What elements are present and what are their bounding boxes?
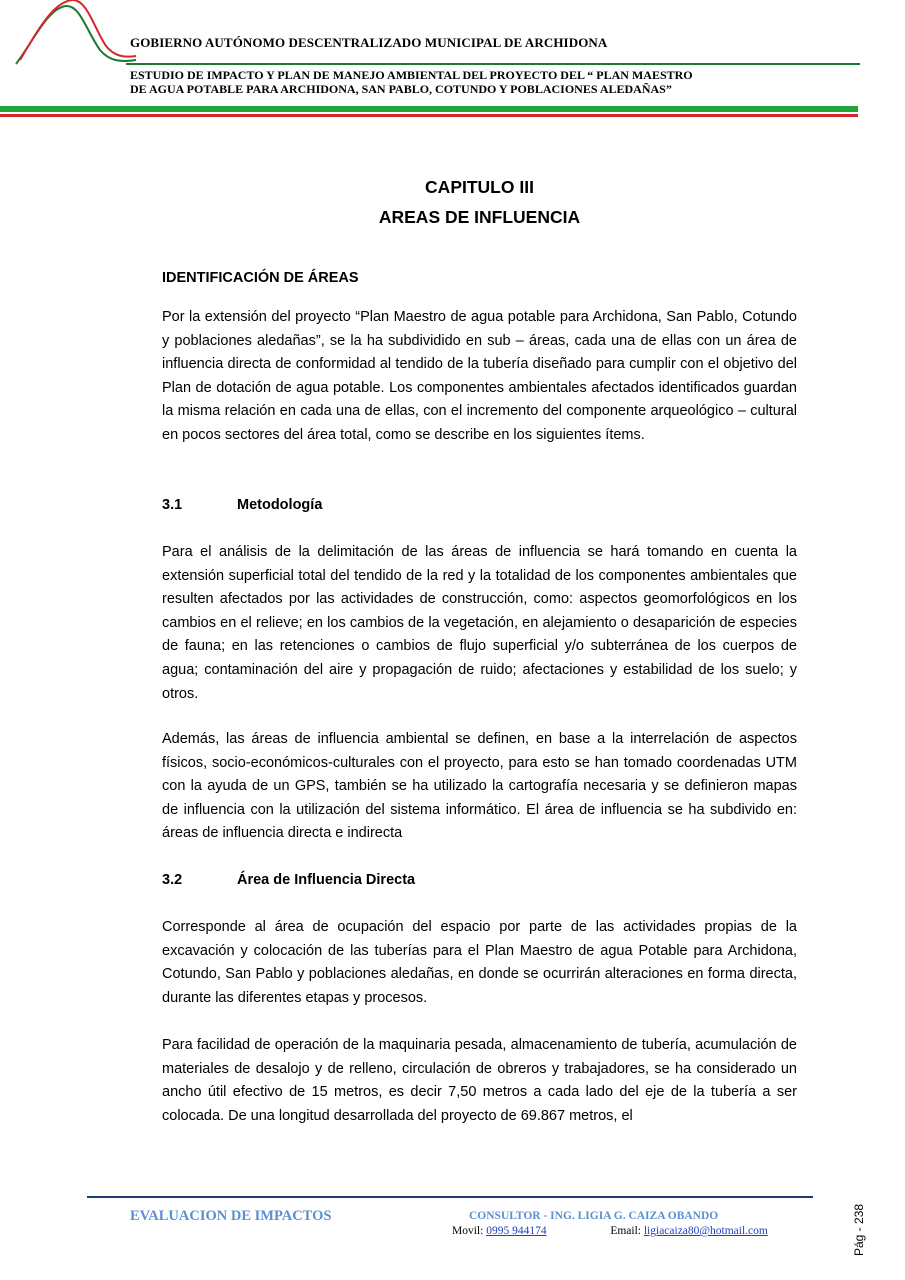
header-project-title [130, 68, 830, 96]
chapter-name: AREAS DE INFLUENCIA [378, 207, 581, 227]
section-3-1-heading [162, 495, 322, 515]
footer-contact [452, 1225, 792, 1237]
header-project-line-1: ESTUDIO DE IMPACTO Y PLAN DE MANEJO AMBIENTAL DEL PROYECTO DEL “ PLAN MAESTRO [130, 68, 693, 82]
header-bar-red [0, 114, 858, 117]
identificacion-paragraph: Por la extensión del proyecto “Plan Maestro de agua potable para Archidona, San Pablo, Cotundo y poblaciones aledañas”, se la ha subdividido en sub – áreas, cada una de ellas con un área de influencia directa de conformidad al tendido de la tubería diseñado para cumplir con el objetivo del Plan de dotación de agua potable. Los componentes ambientales afectados identificados guardan la misma relación en cada una de ellas, con el incremento del componente arqueológico – cultural en pocos sectores del área total, como se describe en los siguientes ítems. [162, 309, 797, 443]
header-bar-green [0, 106, 858, 112]
section-3-2-heading [162, 870, 415, 890]
page-number: Pág - 238 [852, 1203, 866, 1256]
section-3-1-paragraph-2: Además, las áreas de influencia ambiental se definen, en base a la interrelación de aspectos físicos, socio-económicos-culturales con el proyecto, para esto se han tomado coordenadas UTM con la ayuda de un GPS, también se ha utilizado la cartografía necesaria y se definieron mapas de influencia con la utilización del sistema informático. El área de influencia se ha subdivido en: áreas de influencia directa e indirecta [162, 731, 797, 842]
section-3-1-number: 3.1 [162, 497, 183, 513]
footer-email-link[interactable]: ligiacaiza80@hotmail.com [643, 1225, 768, 1237]
chapter-number: CAPITULO III [425, 177, 534, 197]
section-3-1-paragraph-1: Para el análisis de la delimitación de las áreas de influencia se hará tomando en cuenta la extensión superficial total del tendido de la red y la totalidad de los componentes ambientales que resulten afectados por las actividades de construcción, como: aspectos geomorfológicos en los cambios en el relieve; en los cambios de la vegetación, en alejamiento o desaparición de especies de fauna; en las retenciones o cambios de flujo superficial y/o subterránea de los cuerpos de agua; contaminación del aire y propagación de ruido; afectaciones y estabilidad de los suelo; y otros. [162, 544, 797, 702]
identificacion-heading: IDENTIFICACIÓN DE ÁREAS [162, 270, 359, 286]
footer-consultant: CONSULTOR - ING. LIGIA G. CAIZA OBANDO [469, 1210, 719, 1222]
header-project-line-2: DE AGUA POTABLE PARA ARCHIDONA, SAN PABLO, COTUNDO Y POBLACIONES ALEDAÑAS” [130, 82, 672, 96]
header-organization: GOBIERNO AUTÓNOMO DESCENTRALIZADO MUNICIPAL DE ARCHIDONA [130, 35, 608, 50]
section-3-2-paragraph-1: Corresponde al área de ocupación del espacio por parte de las actividades propias de la excavación y colocación de las tuberías para el Plan Maestro de agua Potable para Archidona, Cotundo, San Pablo y poblaciones aledañas, en donde se ocurrirán alteraciones en forma directa, durante las diferentes etapas y procesos. [162, 919, 797, 1006]
header-divider-thin [126, 63, 860, 65]
footer-movil-label: Movil: [452, 1225, 487, 1237]
section-3-2-title: Área de Influencia Directa [237, 872, 416, 888]
chapter-title [162, 172, 797, 232]
section-3-2-number: 3.2 [162, 872, 183, 888]
footer-divider [87, 1196, 813, 1198]
section-3-2-paragraph-2: Para facilidad de operación de la maquinaria pesada, almacenamiento de tubería, acumulación de materiales de desalojo y de relleno, circulación de obreros y trabajadores, se ha considerado un ancho útil efectivo de 15 metros, es decir 7,50 metros a cada lado del eje de la tubería a ser colocada. De una longitud desarrollada del proyecto de 69.867 metros, el [162, 1037, 797, 1124]
section-3-1-title: Metodología [237, 497, 323, 513]
footer-phone-link[interactable]: 0995 944174 [486, 1225, 547, 1237]
footer-section-label: EVALUACION DE IMPACTOS [130, 1208, 332, 1224]
footer-email-label: Email: [610, 1225, 644, 1237]
municipal-logo-icon [14, 0, 136, 70]
